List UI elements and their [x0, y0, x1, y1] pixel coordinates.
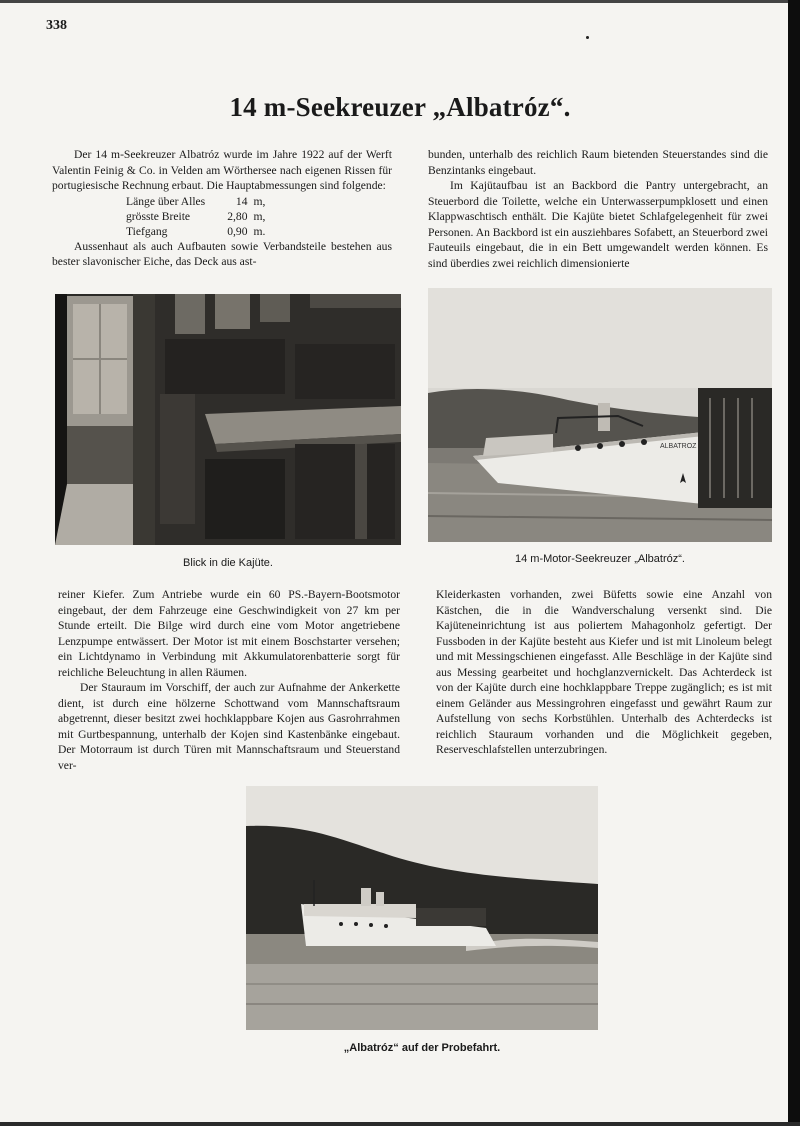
dimension-unit: m,: [253, 209, 266, 223]
paragraph: Aussenhaut als auch Aufbauten sowie Verbandsteile bestehen aus bester slavonischer Eiche, das Deck aus ast-: [52, 239, 392, 268]
scan-edge-top: [0, 0, 800, 3]
dimension-unit: m,: [253, 194, 266, 208]
dimension-value: 0,90: [227, 224, 248, 238]
paragraph: Kleiderkasten vorhanden, zwei Büfetts sowie eine Anzahl von Kästchen, die in die Wandverschalung versenkt sind. Die Kajüteneinrichtung ist aus poliertem Mahagonholz gefertigt. Der Fussboden in der Kajüte besteht aus Kiefer und ist mit Linoleum belegt und mit Messingschienen eingefasst. Alle Beschläge in der Kajüte sind aus Messing gearbeitet und hochglanzvernickelt. Das Achterdeck ist von der Kajüte durch eine hochklappbare Treppe zugänglich; es ist mit einem Geländer aus Messingrohren eingefasst und gewährt Raum zur Aufstellung von sechs Korbstühlen. Unterhalb des Achterdecks ist reichlich Stauraum vorhanden und die Möglichkeit gegeben, Reserveschlafstellen unterzubringen.: [436, 588, 772, 756]
motor-cruiser-caption: 14 m-Motor-Seekreuzer „Albatróz“.: [515, 553, 685, 565]
column-1: [52, 147, 392, 270]
cabin-photo: [55, 294, 401, 545]
column-2: [428, 147, 768, 271]
dimension-row: [126, 209, 265, 224]
column-3: [58, 587, 400, 773]
dimension-value: 14: [235, 194, 248, 208]
dimension-label: Länge über Alles: [126, 194, 206, 208]
trial-run-caption: „Albatróz“ auf der Probefahrt.: [343, 1042, 501, 1054]
page-title: 14 m-Seekreuzer „Albatróz“.: [229, 92, 571, 122]
dimension-value: 2,80: [227, 209, 248, 223]
dimension-label: grösste Breite: [126, 209, 191, 223]
page-number: 338: [46, 18, 67, 33]
paragraph: Im Kajütaufbau ist an Backbord die Pantry untergebracht, an Steuerbord die Toilette, welche ein Unterwasserpumpklosett und einen Klappwaschtisch enthält. Die Kajüte bietet Schlafgelegenheit für zwei Personen. An Backbord ist ein ausziehbares Sofabett, an Steuerbord zwei Fauteuils eingebaut, die in ein Bett umgewandelt werden können. Es sind überdies zwei reichlich dimensionierte: [428, 179, 768, 270]
dimension-label: Tiefgang: [126, 224, 168, 238]
column-4: [436, 587, 772, 758]
paragraph: reiner Kiefer. Zum Antriebe wurde ein 60 PS.-Bayern-Bootsmotor eingebaut, der dem Fahrzeuge eine Geschwindigkeit von 27 km per Stunde erteilt. Die Bilge wird durch eine vom Motor angetriebene Lenzpumpe entwässert. Der Motor ist mit einem Boschstarter versehen; ein Lichtdynamo in Verbindung mit Akkumulatorenbatterie sorgt für reichliche Beleuchtung in allen Räumen.: [58, 588, 400, 679]
print-speck: [586, 36, 589, 39]
dimension-row: [126, 194, 265, 209]
scan-edge-right: [788, 0, 800, 1126]
scan-edge-bottom: [0, 1122, 800, 1126]
dimensions-table: [126, 194, 265, 239]
paragraph: Der Stauraum im Vorschiff, der auch zur Aufnahme der Ankerkette dient, ist durch eine hölzerne Schottwand vom Mannschaftsraum abgetrennt, dieser besitzt zwei hochklappbare Kojen aus Gasrohrrahmen mit Gurtbespannung, unterhalb der Kojen sind Kastenbänke eingebaut. Der Motorraum ist durch Türen mit Mannschaftsraum und Steuerstand ver-: [58, 681, 400, 772]
motor-cruiser-photo: [428, 288, 772, 542]
dimension-row: [126, 224, 265, 239]
cabin-caption: Blick in die Kajüte.: [183, 557, 273, 569]
trial-run-photo: [246, 786, 598, 1030]
hull-name: ALBATROZ: [660, 443, 697, 450]
paragraph: Der 14 m-Seekreuzer Albatróz wurde im Jahre 1922 auf der Werft Valentin Feinig & Co. in Velden am Wörthersee nach eigenen Rissen für portugiesische Rechnung erbaut. Die Hauptabmessungen sind folgende:: [52, 148, 392, 192]
paragraph: bunden, unterhalb des reichlich Raum bietenden Steuerstandes sind die Benzintanks eingebaut.: [428, 148, 768, 177]
dimension-unit: m.: [253, 224, 266, 238]
